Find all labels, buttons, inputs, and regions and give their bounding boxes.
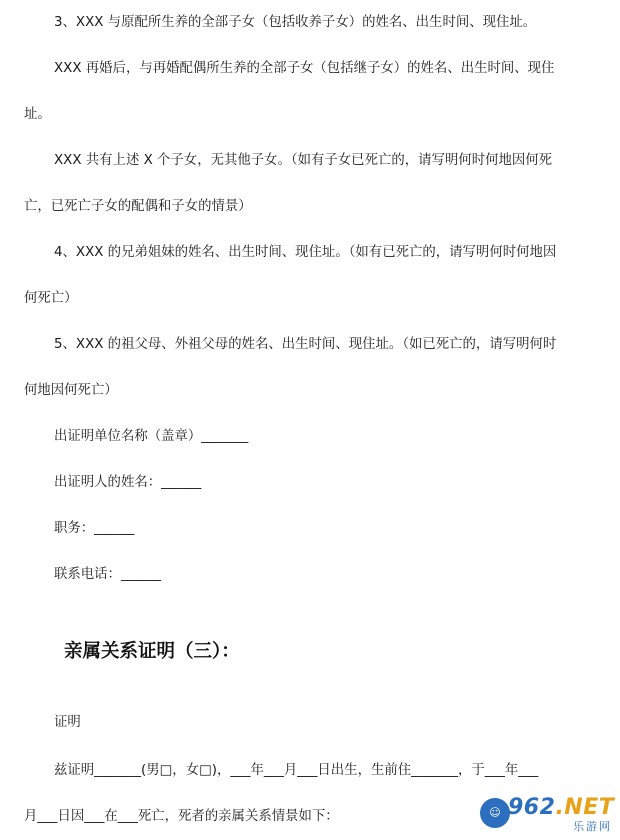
paragraph-siblings: 4、XXX 的兄弟姐妹的姓名、出生时间、现住址。（如有已死亡的，请写明何时何地因 bbox=[54, 245, 557, 260]
paragraph-siblings-cont: 何死亡） bbox=[24, 291, 78, 306]
paragraph-children-first-marriage: 3、XXX 与原配所生养的全部子女（包括收养子女）的姓名、出生时间、现住址。 bbox=[54, 15, 537, 30]
certificate-body: 兹证明_______(男□，女□)，___年___月___日出生，生前住_______，于___年___ bbox=[54, 763, 539, 778]
paragraph-children-remarriage: XXX 再婚后，与再婚配偶所生养的全部子女（包括继子女）的姓名、出生时间、现住 bbox=[54, 61, 555, 76]
field-issuer-name: 出证明人的姓名：______ bbox=[54, 475, 202, 490]
field-issuing-unit: 出证明单位名称（盖章）_______ bbox=[54, 429, 249, 444]
smile-logo-icon: ☺ bbox=[480, 798, 510, 828]
paragraph-children-total-cont: 亡，已死亡子女的配偶和子女的情景） bbox=[24, 199, 252, 214]
watermark-logo-number: 962 bbox=[508, 795, 556, 820]
paragraph-grandparents-cont: 何地因何死亡） bbox=[24, 383, 118, 398]
watermark-subtitle: 乐游网 bbox=[573, 820, 612, 833]
certificate-body-cont: 月___日因___在___死亡，死者的亲属关系情景如下： bbox=[24, 809, 339, 824]
watermark-logo bbox=[508, 796, 614, 820]
section-heading: 亲属关系证明（三）： bbox=[64, 641, 240, 662]
field-position: 职务：______ bbox=[54, 521, 135, 536]
paragraph-grandparents: 5、XXX 的祖父母、外祖父母的姓名、出生时间、现住址。（如已死亡的，请写明何时 bbox=[54, 337, 557, 352]
watermark-logo-domain: .NET bbox=[555, 795, 615, 820]
paragraph-children-total: XXX 共有上述 X 个子女，无其他子女。（如有子女已死亡的，请写明何时何地因何死 bbox=[54, 153, 553, 168]
certificate-title: 证明 bbox=[54, 715, 81, 730]
paragraph-children-remarriage-cont: 址。 bbox=[24, 107, 51, 122]
field-phone: 联系电话：______ bbox=[54, 567, 162, 582]
site-watermark bbox=[478, 794, 616, 838]
